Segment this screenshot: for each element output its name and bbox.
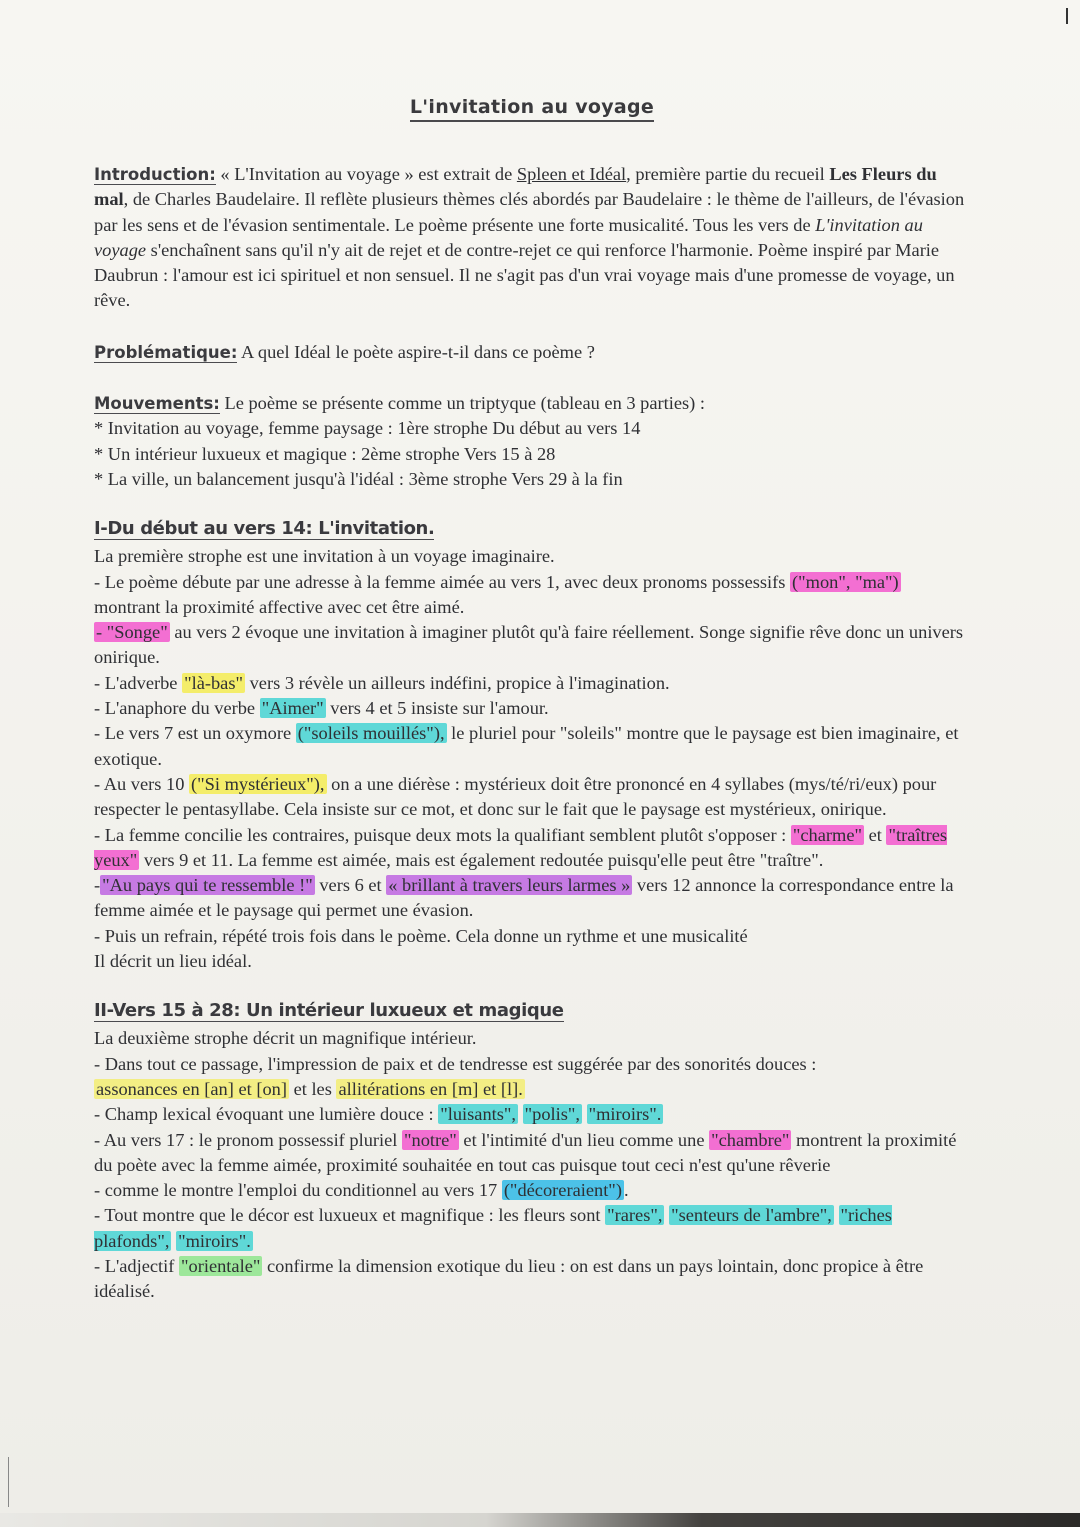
highlight-yellow: allitérations en [m] et [l]. (338, 1078, 523, 1099)
mouvements-intro: Mouvements: Le poème se présente comme un triptyque (tableau en 3 parties) : (94, 393, 706, 414)
source-title: Spleen et Idéal (516, 164, 627, 184)
s2-line: La deuxième strophe décrit un magnifique intérieur. (94, 1028, 477, 1049)
section-1 (94, 518, 970, 974)
highlight-blue: ("décoreraient") (503, 1180, 622, 1201)
paper-crease (8, 1457, 9, 1507)
highlight-pink: "chambre" (711, 1129, 790, 1150)
s2-line: assonances en [an] et [on] et les allitérations en [m] et [l]. (96, 1078, 523, 1099)
page-bottom-shadow (0, 1513, 1080, 1527)
s2-line: - comme le montre l'emploi du conditionnel au vers 17 ("décoreraient") . (94, 1180, 629, 1201)
section-1-heading: I-Du début au vers 14: L'invitation. (94, 518, 435, 540)
highlight-pink: "traîtres yeux" (94, 824, 948, 870)
s1-line: - Au vers 10 ("Si mystérieux"), on a une diérèse : mystérieux doit être prononcé en 4 syllabes (mys/té/ri/eux) pour respecter le pentasyllabe. Cela insiste sur ce mot, et donc sur le fait que le paysage est mystérieux, onirique. (94, 773, 937, 820)
highlight-cyan: ("soleils mouillés"), (297, 723, 445, 744)
highlight-yellow: "là-bas" (184, 672, 244, 693)
highlight-cyan: "polis", (524, 1104, 581, 1125)
highlight-cyan: "luisants", (440, 1104, 517, 1125)
s1-line: - Puis un refrain, répété trois fois dans le poème. Cela donne un rythme et une musicalité (94, 925, 748, 946)
highlight-yellow: ("Si mystérieux"), (191, 773, 325, 794)
problematique-label: Problématique: (94, 342, 238, 362)
s2-line: - Tout montre que le décor est luxueux et magnifique : les fleurs sont "rares", "senteurs de l'ambre", "riches plafonds", "miroirs". (94, 1205, 892, 1251)
s1-line: Il décrit un lieu idéal. (94, 951, 252, 972)
highlight-cyan: "miroirs". (588, 1104, 662, 1125)
s2-line: - Dans tout ce passage, l'impression de paix et de tendresse est suggérée par des sonorités douces : (94, 1053, 817, 1074)
s1-line: - L'adverbe "là-bas" vers 3 révèle un ailleurs indéfini, propice à l'imagination. (94, 672, 670, 693)
s1-line: - "Songe" au vers 2 évoque une invitation à imaginer plutôt qu'à faire réellement. Songe signifie rêve donc un univers onirique. (94, 622, 964, 668)
book-title: Les Fleurs du mal (94, 164, 937, 210)
highlight-pink: ("mon", "ma") (792, 571, 899, 592)
s2-line: - Champ lexical évoquant une lumière douce : "luisants", "polis", "miroirs". (94, 1104, 662, 1125)
highlight-pink: "notre" (404, 1129, 457, 1150)
page-title: L'invitation au voyage (94, 96, 970, 118)
highlight-purple: "Au pays qui te ressemble !" (102, 875, 313, 896)
highlight-cyan: "miroirs". (178, 1230, 251, 1251)
highlight-cyan: "riches plafonds", (94, 1205, 892, 1251)
page-corner-mark (1066, 8, 1068, 24)
highlight-cyan: "rares", (607, 1205, 663, 1226)
s1-line: - "Au pays qui te ressemble !" vers 6 et « brillant à travers leurs larmes » vers 12 annonce la correspondance entre la femme aimée et le paysage qui permet une évasion. (94, 875, 954, 921)
mouvements-list (94, 416, 970, 492)
s2-line: - Au vers 17 : le pronom possessif pluriel "notre" et l'intimité d'un lieu comme une "chambre" montrent la proximité du poète avec la femme aimée, proximité souhaitée en tout cas puisque tout ceci n'est qu'une rêverie (94, 1129, 957, 1175)
s1-line: La première strophe est une invitation à un voyage imaginaire. (94, 546, 555, 567)
highlight-yellow: assonances en [an] et [on] (96, 1078, 287, 1099)
s1-line: - L'anaphore du verbe "Aimer" vers 4 et 5 insiste sur l'amour. (94, 698, 549, 719)
s2-line: - L'adjectif "orientale" confirme la dimension exotique du lieu : on est dans un pays lointain, donc propice à être idéalisé. (94, 1255, 924, 1302)
introduction-paragraph: Introduction: « L'Invitation au voyage » est extrait de Spleen et Idéal, première partie du recueil Les Fleurs du mal, de Charles Baudelaire. Il reflète plusieurs thèmes clés abordés par Baudelaire : le thème de l'ailleurs, de l'évasion par les sens et de l'évasion sentimentale. Le poème présente une forte musicalité. Tous les vers de L'invitation au voyage s'enchaînent sans qu'il n'y ait de rejet et de contre-rejet ce qui renforce l'harmonie. Poème inspiré par Marie Daubrun : l'amour est ici spirituel et non sensuel. Il ne s'agit pas d'un vrai voyage mais d'une promesse de voyage, un rêve. (94, 164, 965, 311)
section-2-heading: II-Vers 15 à 28: Un intérieur luxueux et magique (94, 1000, 564, 1022)
section-2 (94, 1000, 970, 1304)
problematique-block (94, 340, 970, 365)
list-item: * Invitation au voyage, femme paysage : 1ère strophe Du début au vers 14 (94, 416, 970, 441)
highlight-cyan: "Aimer" (261, 698, 324, 719)
poem-title: L'invitation au voyage (94, 214, 923, 260)
list-item: * Un intérieur luxueux et magique : 2ème strophe Vers 15 à 28 (94, 442, 970, 467)
s1-line: - Le poème débute par une adresse à la femme aimée au vers 1, avec deux pronoms possessifs ("mon", "ma") montrant la proximité affective avec cet être aimé. (94, 571, 899, 617)
list-item: * La ville, un balancement jusqu'à l'idéal : 3ème strophe Vers 29 à la fin (94, 467, 970, 492)
highlight-pink: - "Songe" (96, 622, 168, 643)
s1-line: - La femme concilie les contraires, puisque deux mots la qualifiant semblent plutôt s'opposer : "charme" et "traîtres yeux" vers 9 et 11. La femme est aimée, mais est également redoutée puisqu'elle peut être "traître". (94, 824, 948, 870)
introduction-block (94, 162, 970, 314)
highlight-pink: "charme" (792, 824, 863, 845)
highlight-cyan: "senteurs de l'ambre", (671, 1205, 832, 1226)
highlight-green: "orientale" (181, 1255, 261, 1276)
mouvements-block (94, 391, 970, 492)
highlight-purple: « brillant à travers leurs larmes » (388, 875, 631, 896)
mouvements-label: Mouvements: (94, 394, 220, 414)
introduction-label: Introduction: (94, 165, 216, 184)
problematique-paragraph: Problématique: A quel Idéal le poète aspire-t-il dans ce poème ? (94, 341, 595, 362)
s1-line: - Le vers 7 est un oxymore ("soleils mouillés"), le pluriel pour "soleils" montre que le paysage est bien imaginaire, et exotique. (94, 723, 959, 769)
